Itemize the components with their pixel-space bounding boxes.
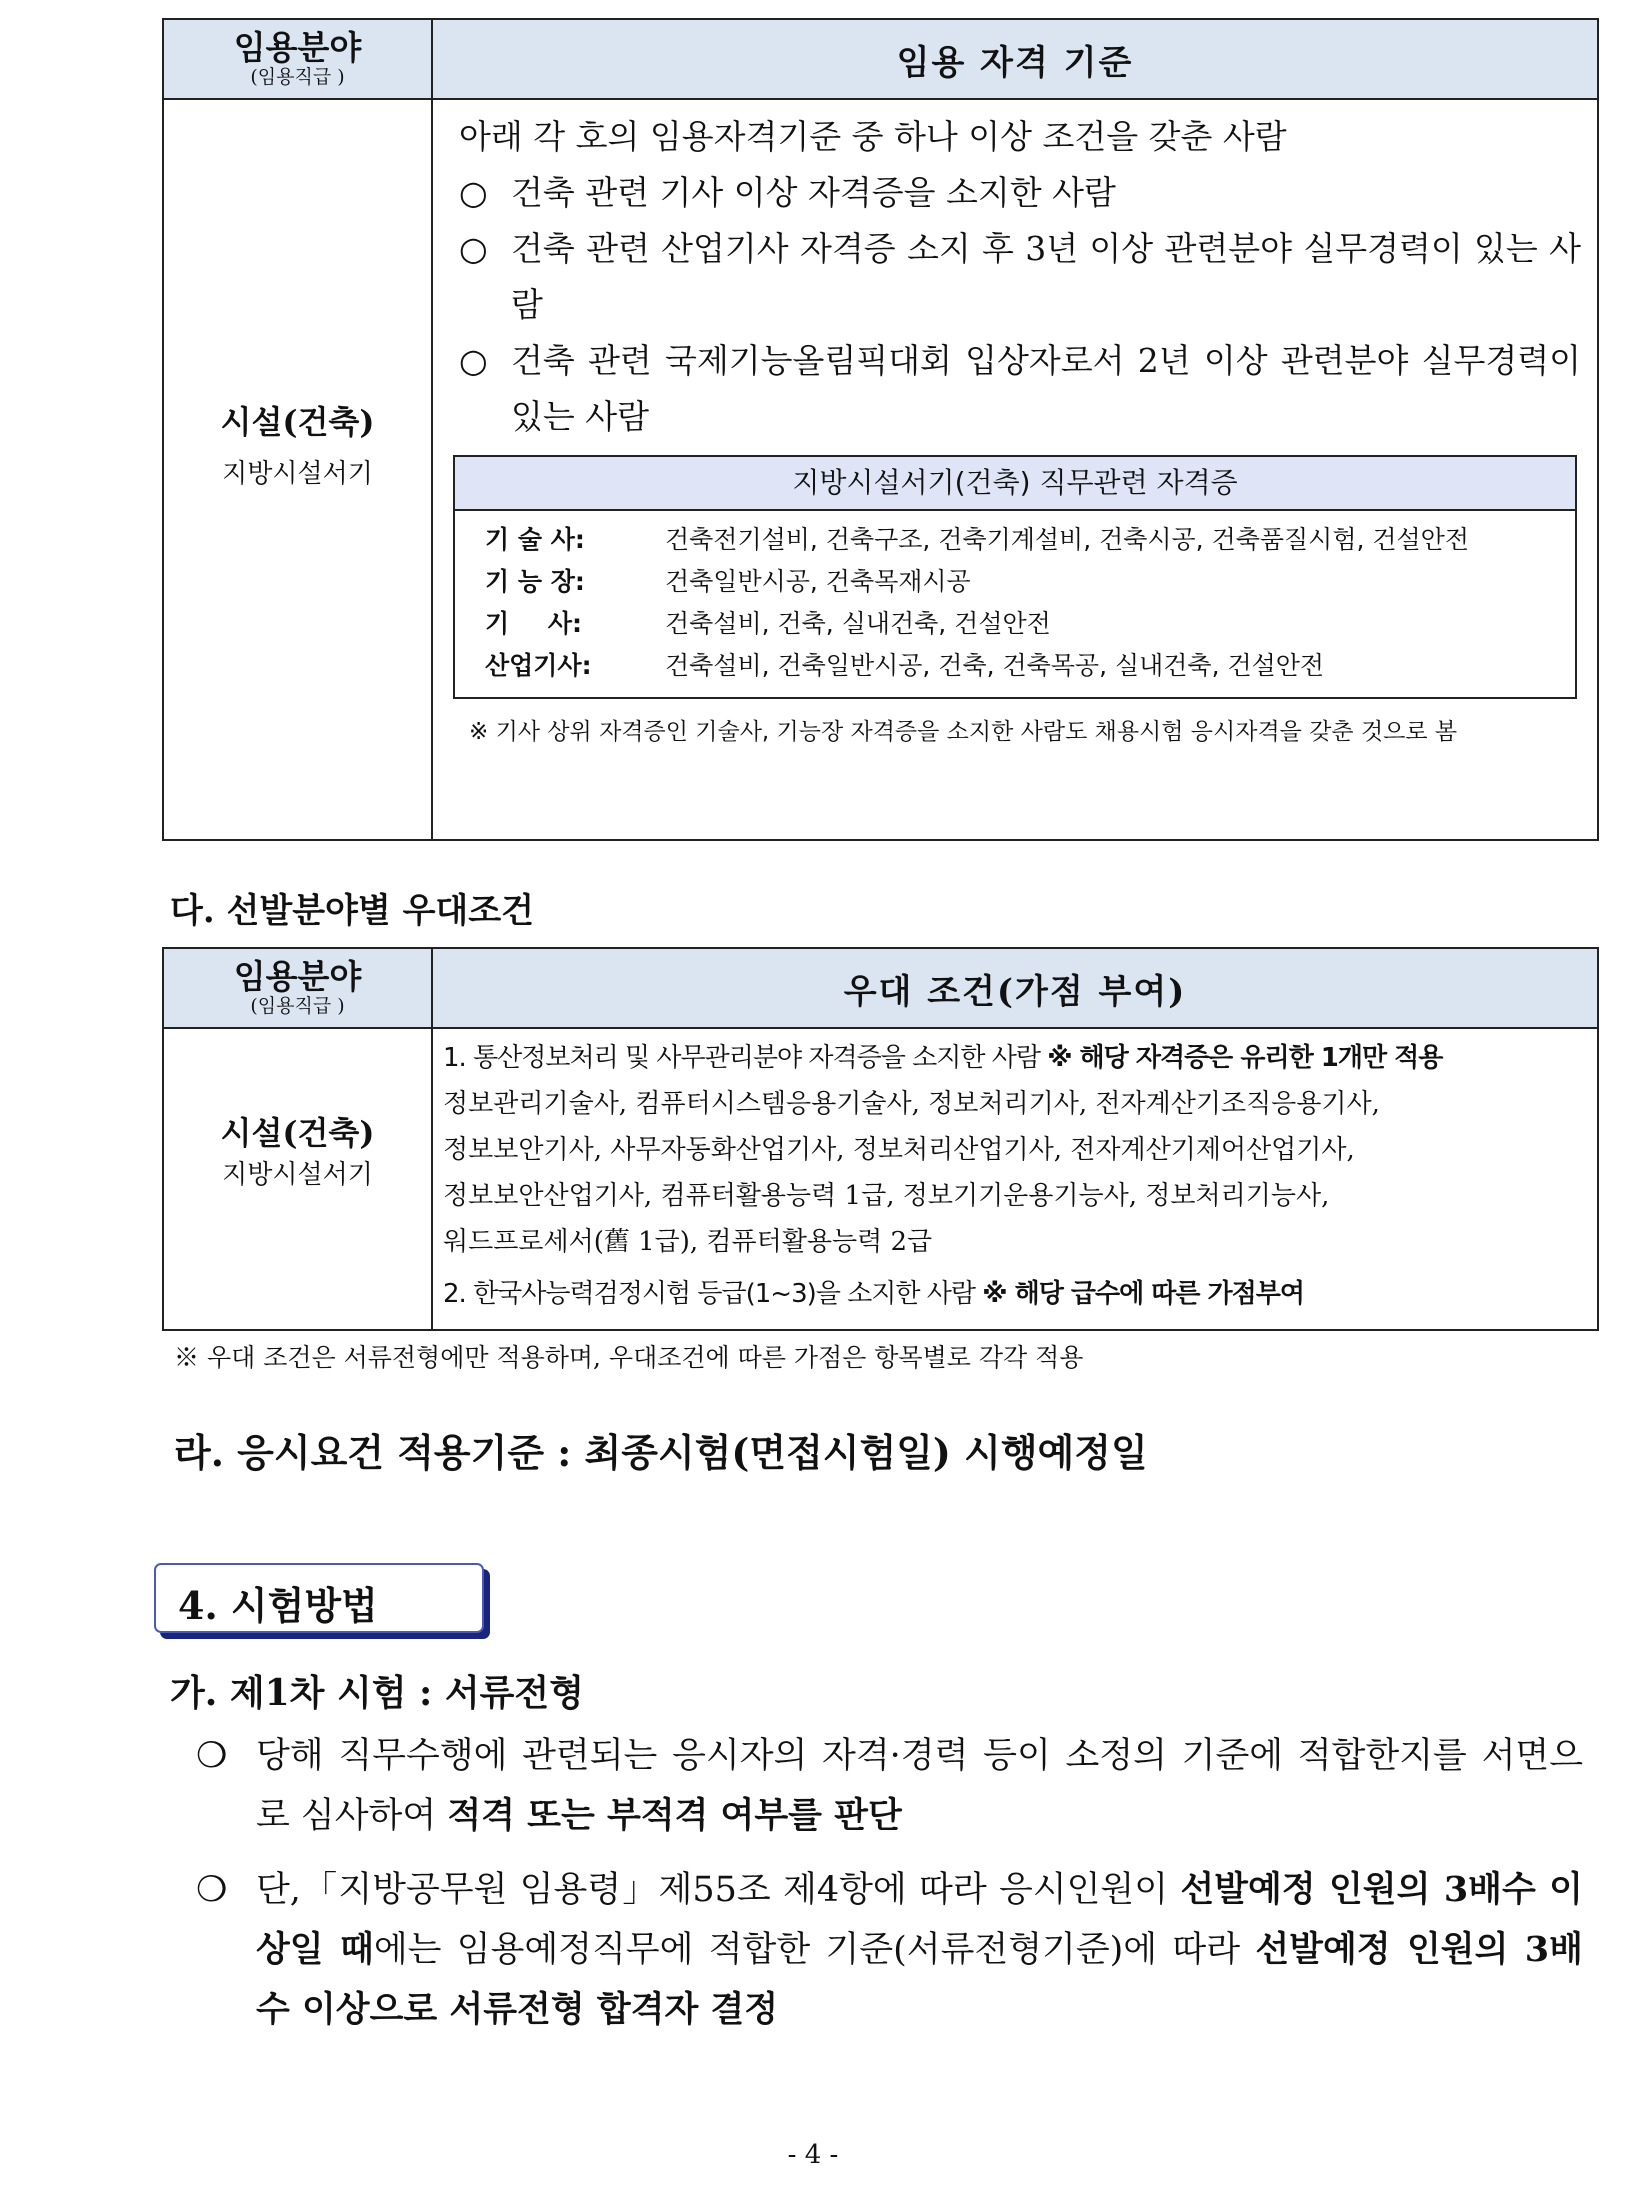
pref-item-1-text: 1. 통산정보처리 및 사무관리분야 자격증을 소지한 사람 — [443, 1043, 1040, 1073]
pref-cert-line: 정보관리기술사, 컴퓨터시스템응용기술사, 정보처리기사, 전자계산기조직응용기사, — [443, 1089, 1380, 1119]
field-name: 시설(건축) — [220, 403, 375, 441]
cert-values: 건축일반시공, 건축목재시공 — [665, 567, 971, 596]
bullet-mark: ○ — [459, 229, 488, 268]
criteria-cell — [432, 99, 1598, 840]
header-field-sub: (임용직급 ) — [250, 66, 345, 88]
cert-values: 건축설비, 건축, 실내건축, 건설안전 — [665, 609, 1051, 638]
condition-cell — [432, 1028, 1598, 1330]
cert-note: ※ 기사 상위 자격증인 기술사, 기능장 자격증을 소지한 사람도 채용시험 응시자격을 갖춘 것으로 봄 — [469, 719, 1458, 745]
field-cell — [163, 99, 432, 840]
cert-box — [453, 455, 1577, 699]
section-4-box — [154, 1563, 484, 1633]
pref-item-2-note: ※ 해당 급수에 따른 가점부여 — [982, 1279, 1305, 1309]
section-da-title: 다. 선발분야별 우대조건 — [170, 891, 534, 931]
header-field-sub: (임용직급 ) — [250, 995, 345, 1017]
cert-values: 건축설비, 건축일반시공, 건축, 건축목공, 실내건축, 건설안전 — [665, 651, 1325, 680]
header-criteria: 임용 자격 기준 — [432, 19, 1598, 99]
criteria-bullet — [449, 165, 1581, 221]
criteria-bullet — [449, 333, 1581, 445]
pref-item-1 — [443, 1035, 1591, 1081]
cert-kind: 기 능 장: — [485, 567, 585, 596]
header-condition: 우대 조건(가점 부여) — [432, 948, 1598, 1028]
header-field-cell — [163, 948, 432, 1028]
paragraph-mark: ❍ — [196, 1736, 228, 1776]
preference-table — [162, 947, 1599, 1331]
pref-cert-line: 정보보안기사, 사무자동화산업기사, 정보처리산업기사, 전자계산기제어산업기사, — [443, 1135, 1355, 1165]
header-field: 임용분야 — [233, 28, 362, 67]
cert-row — [485, 645, 1575, 687]
paragraph-1-bold: 적격 또는 부적격 여부를 판단 — [447, 1795, 902, 1836]
pref-cert-line: 워드프로세서(舊 1급), 컴퓨터활용능력 2급 — [443, 1227, 933, 1257]
pref-item-2-text: 2. 한국사능력검정시험 등급(1~3)을 소지한 사람 — [443, 1279, 975, 1309]
paragraph-2-part-b: 선발예정 인원의 3배수 이상일 때 — [256, 1869, 1583, 1970]
paragraph-2 — [196, 1860, 1583, 2040]
cert-row — [485, 603, 1575, 645]
cert-title: 지방시설서기(건축) 직무관련 자격증 — [455, 457, 1575, 511]
header-field: 임용분야 — [233, 957, 362, 996]
page-number: - 4 - — [787, 2140, 839, 2170]
criteria-intro: 아래 각 호의 임용자격기준 중 하나 이상 조건을 갖춘 사람 — [459, 117, 1287, 156]
paragraph-2-part-c: 에는 임용예정직무에 적합한 기준(서류전형기준)에 따라 — [373, 1930, 1241, 1970]
criteria-bullet — [449, 221, 1581, 333]
field-grade: 지방시설서기 — [222, 1159, 373, 1190]
section-ga-title: 가. 제1차 시험 : 서류전형 — [170, 1672, 584, 1714]
pref-item-2 — [443, 1271, 1591, 1317]
bullet-text: 건축 관련 산업기사 자격증 소지 후 3년 이상 관련분야 실무경력이 있는 사람 — [511, 229, 1581, 324]
header-field-cell — [163, 19, 432, 99]
bullet-text: 건축 관련 국제기능올림픽대회 입상자로서 2년 이상 관련분야 실무경력이 있는 사람 — [511, 341, 1581, 436]
cert-row — [485, 519, 1575, 561]
section-4-title: 4. 시험방법 — [178, 1583, 378, 1628]
field-name: 시설(건축) — [220, 1113, 375, 1152]
preference-note: ※ 우대 조건은 서류전형에만 적용하며, 우대조건에 따른 가점은 항목별로 각각 적용 — [174, 1343, 1084, 1372]
paragraph-2-text — [256, 1860, 1583, 2040]
cert-kind: 기 술 사: — [485, 525, 585, 554]
cert-list — [455, 511, 1575, 697]
bullet-text: 건축 관련 기사 이상 자격증을 소지한 사람 — [511, 173, 1116, 212]
cert-row — [485, 561, 1575, 603]
paragraph-1 — [196, 1726, 1583, 1846]
paragraph-2-part-a: 단,「지방공무원 임용령」제55조 제4항에 따라 응시인원이 — [256, 1870, 1169, 1910]
cert-kind: 기 사: — [485, 609, 583, 638]
bullet-mark: ○ — [459, 173, 488, 212]
paragraph-1-text — [256, 1726, 1583, 1846]
cert-kind: 산업기사: — [485, 651, 592, 680]
cert-values: 건축전기설비, 건축구조, 건축기계설비, 건축시공, 건축품질시험, 건설안전 — [665, 525, 1469, 554]
field-grade: 지방시설서기 — [222, 459, 373, 489]
qualification-table — [162, 18, 1599, 841]
bullet-mark: ○ — [459, 341, 488, 380]
section-ra-title: 라. 응시요건 적용기준 : 최종시험(면접시험일) 시행예정일 — [174, 1430, 1148, 1475]
paragraph-1-normal: 당해 직무수행에 관련되는 응시자의 자격·경력 등이 소정의 기준에 적합한지를 서면으로 심사하여 — [256, 1736, 1583, 1836]
field-cell — [163, 1028, 432, 1330]
paragraph-mark: ❍ — [196, 1870, 228, 1910]
pref-item-1-note: ※ 해당 자격증은 유리한 1개만 적용 — [1047, 1043, 1443, 1073]
paragraph-2-part-d: 선발예정 인원의 3배수 이상으로 서류전형 합격자 결정 — [256, 1929, 1583, 2030]
pref-cert-line: 정보보안산업기사, 컴퓨터활용능력 1급, 정보기기운용기능사, 정보처리기능사, — [443, 1181, 1330, 1211]
